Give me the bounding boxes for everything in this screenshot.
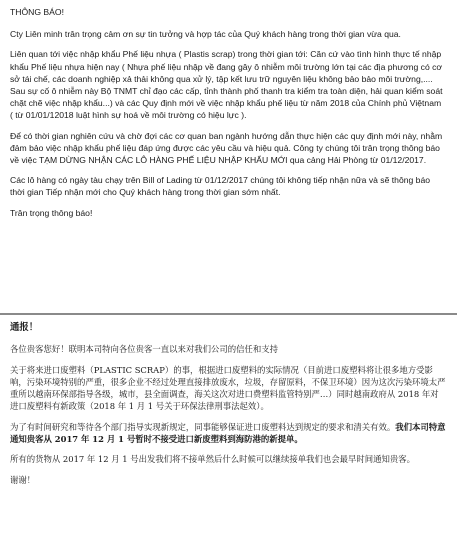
chinese-paragraph-thanks: 各位贵客您好！联明本司特向各位贵客一直以来对我们公司的信任和支持 [10,344,278,355]
chinese-paragraph-shipments: 所有的货物从 2017 年 12 月 1 号出发我们将不接单然后什么时候可以继续接单我们也会最早时间通知贵客。 [10,454,416,465]
chinese-title: 通报！ [10,322,39,333]
chinese-closing: 谢谢！ [10,474,36,485]
chinese-notice [10,322,446,494]
vietnamese-notice [10,6,446,227]
vietnamese-closing: Trân trọng thông báo! [10,207,93,218]
vietnamese-paragraph-thanks: Cty Liên minh trân trọng cảm ơn sự tin tưởng và hợp tác của Quý khách hàng trong thời gian vừa qua. [10,29,401,40]
chinese-suspension-emphasis: 我们本司特意通知贵客从 2017 年 12 月 1 号暂时不接受进口新废塑料到海防港的新提单。 [10,421,446,445]
vietnamese-paragraph-bill-of-lading: Các lô hàng có ngày tàu chạy trên Bill of Lading từ 01/12/2017 chúng tôi không tiếp nhận nữa và sẽ thông báo thời gian Tiếp nhận mới cho Quý khách hàng trong thời gian sớm nhất. [10,175,431,198]
vietnamese-title: THÔNG BÁO! [10,7,64,17]
section-divider [0,313,457,315]
chinese-paragraph-suspension [10,421,446,446]
chinese-suspension-text: 为了有时间研究和等待各个部门指导实现新规定，同事能够保证进口废塑料达到规定的要求和清关有效。 [10,421,396,432]
chinese-paragraph-context: 关于将来进口废塑料（PLASTIC SCRAP）的事，根据进口废塑料的实际情况（目前进口废塑料将让很多地方受影响，污染环境特别的严重，很多企业不经过处理直接排放废水，垃圾，存留原料，不保卫环境）因为这次污染环境太严重所以越南环保部指导各级，城市，县全面调查，海关这次对进口费塑料监管特别严…）同时越南政府从 2018 年对进口废塑料有新政策（2018 年 1 月 1 号关于环保法律刑事法起效）。 [10,364,446,412]
vietnamese-paragraph-suspension: Để có thời gian nghiên cứu và chờ đợi các cơ quan ban ngành hướng dẫn thực hiện các quy định mới này, nhằm đảm bảo việc nhập khẩu phế liệu đáp ứng được các yêu cầu và hiệu quả. Công ty chúng tôi trân trọng thông báo về việc TẠM DỪNG NHẬN CÁC LÔ HÀNG PHẾ LIỆU NHẬP KHẨU MỚI qua cảng Hải Phòng từ 01/12/2017. [10,130,443,166]
vietnamese-paragraph-context: Liên quan tới việc nhập khẩu Phế liệu nhựa ( Plastis scrap) trong thời gian tới: Căn cứ vào tình hình thực tế nhập khẩu Phế liệu nhựa hiện nay ( Nhựa phế liệu nhập về đang gây ô nhiễm môi trường lớn tại các địa phương có cơ sở tái chế, các doanh nghiệp xả thải không qua xử lý, tập kết lưu trữ nguyên liệu không bảo bảo môi trường,.... Sau sự cố ô nhiễm này Bộ TNMT chỉ đạo các cấp, tỉnh thành phố thanh tra kiểm tra toàn diện, hải quan kiểm soát chặt chẽ việc nhập khẩu...) và các Quy định mới về việc nhập khẩu phế liệu từ năm 2018 của Chính phủ Việtnam ( từ 01/01/12018 luật hình sự hoá về môi trường có hiệu lực ). [10,49,443,121]
